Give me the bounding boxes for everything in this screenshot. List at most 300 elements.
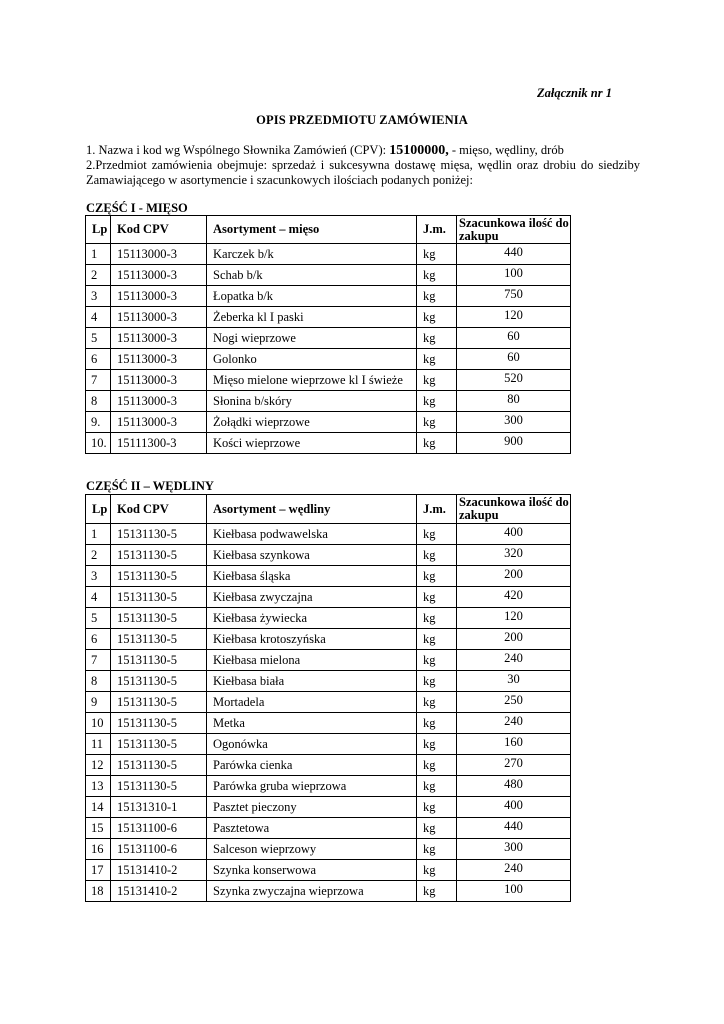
cell-lp bbox=[86, 755, 111, 776]
cell-item-text: Pasztet pieczony bbox=[213, 799, 297, 814]
document-title: OPIS PRZEDMIOTU ZAMÓWIENIA bbox=[256, 113, 468, 127]
cell-cpv-text: 15131130-5 bbox=[117, 610, 177, 625]
attachment-label: Załącznik nr 1 bbox=[536, 86, 612, 100]
cell-unit-text: kg bbox=[423, 393, 436, 408]
cell-unit bbox=[417, 265, 457, 286]
cell-item bbox=[207, 713, 417, 734]
cell-unit bbox=[417, 755, 457, 776]
cell-lp-text: 6 bbox=[91, 631, 98, 646]
cell-cpv-text: 15131410-2 bbox=[117, 862, 178, 877]
cell-item-text: Mortadela bbox=[213, 694, 265, 709]
cell-qty bbox=[457, 433, 571, 454]
table-row bbox=[86, 286, 571, 307]
cell-item bbox=[207, 629, 417, 650]
cell-item-text: Kiełbasa mielona bbox=[213, 652, 301, 667]
cell-item-text: Kiełbasa krotoszyńska bbox=[213, 631, 326, 646]
table-row bbox=[86, 629, 571, 650]
cell-qty bbox=[457, 839, 571, 860]
cell-cpv-text: 15131130-5 bbox=[117, 778, 177, 793]
header-item: Asortyment – wędliny bbox=[207, 495, 417, 524]
cell-cpv bbox=[111, 244, 207, 265]
cell-cpv bbox=[111, 307, 207, 328]
cell-cpv bbox=[111, 776, 207, 797]
cold-cuts-table bbox=[85, 494, 571, 902]
cell-lp bbox=[86, 671, 111, 692]
cell-unit-text: kg bbox=[423, 372, 436, 387]
cell-lp-text: 3 bbox=[91, 288, 98, 303]
cell-lp bbox=[86, 650, 111, 671]
cell-unit bbox=[417, 244, 457, 265]
cell-qty bbox=[457, 860, 571, 881]
cell-unit bbox=[417, 433, 457, 454]
cell-unit bbox=[417, 860, 457, 881]
cell-cpv-text: 15131310-1 bbox=[117, 799, 178, 814]
cell-unit-text: kg bbox=[423, 673, 436, 688]
cell-item-text: Kiełbasa zwyczajna bbox=[213, 589, 313, 604]
cell-lp-text: 15 bbox=[91, 820, 104, 835]
cell-unit-text: kg bbox=[423, 547, 436, 562]
cell-lp bbox=[86, 587, 111, 608]
cell-unit-text: kg bbox=[423, 736, 436, 751]
header-lp: Lp bbox=[86, 216, 111, 244]
cell-unit bbox=[417, 328, 457, 349]
cell-qty-text: 160 bbox=[504, 735, 523, 749]
cell-cpv-text: 15113000-3 bbox=[117, 288, 177, 303]
cell-unit bbox=[417, 797, 457, 818]
cell-qty bbox=[457, 608, 571, 629]
cell-cpv bbox=[111, 629, 207, 650]
cell-item bbox=[207, 433, 417, 454]
cell-unit bbox=[417, 839, 457, 860]
cell-item bbox=[207, 412, 417, 433]
cell-unit-text: kg bbox=[423, 631, 436, 646]
cell-lp-text: 6 bbox=[91, 351, 98, 366]
table-row bbox=[86, 370, 571, 391]
cell-qty bbox=[457, 650, 571, 671]
cell-cpv-text: 15131130-5 bbox=[117, 526, 177, 541]
meat-table bbox=[85, 215, 571, 454]
cell-unit-text: kg bbox=[423, 610, 436, 625]
cell-lp bbox=[86, 307, 111, 328]
cell-lp-text: 5 bbox=[91, 330, 98, 345]
table-header-row bbox=[86, 495, 571, 524]
cell-qty-text: 100 bbox=[504, 266, 523, 280]
cell-lp-text: 4 bbox=[91, 309, 98, 324]
cell-unit bbox=[417, 734, 457, 755]
cell-qty bbox=[457, 391, 571, 412]
cell-unit bbox=[417, 370, 457, 391]
cell-cpv-text: 15113000-3 bbox=[117, 309, 177, 324]
cell-unit-text: kg bbox=[423, 351, 436, 366]
table-row bbox=[86, 671, 571, 692]
cell-lp bbox=[86, 629, 111, 650]
cell-qty bbox=[457, 244, 571, 265]
table-row bbox=[86, 349, 571, 370]
table-row bbox=[86, 797, 571, 818]
cell-item-text: Żołądki wieprzowe bbox=[213, 414, 310, 429]
cell-qty bbox=[457, 776, 571, 797]
cell-qty bbox=[457, 734, 571, 755]
cell-item-text: Parówka gruba wieprzowa bbox=[213, 778, 347, 793]
cell-lp bbox=[86, 608, 111, 629]
header-cpv: Kod CPV bbox=[111, 495, 207, 524]
cell-qty bbox=[457, 412, 571, 433]
cell-qty-text: 60 bbox=[507, 329, 520, 343]
cell-unit bbox=[417, 713, 457, 734]
cell-cpv bbox=[111, 524, 207, 545]
cell-item-text: Kości wieprzowe bbox=[213, 435, 301, 450]
cell-unit bbox=[417, 391, 457, 412]
cell-item-text: Pasztetowa bbox=[213, 820, 270, 835]
cell-item bbox=[207, 545, 417, 566]
cell-cpv-text: 15131130-5 bbox=[117, 673, 177, 688]
cell-lp-text: 13 bbox=[91, 778, 104, 793]
cell-lp-text: 7 bbox=[91, 372, 98, 387]
cell-item bbox=[207, 608, 417, 629]
cell-qty-text: 80 bbox=[507, 392, 520, 406]
cell-unit-text: kg bbox=[423, 820, 436, 835]
cell-lp bbox=[86, 860, 111, 881]
cell-item-text: Szynka zwyczajna wieprzowa bbox=[213, 883, 364, 898]
cell-item bbox=[207, 244, 417, 265]
cell-lp-text: 1 bbox=[91, 526, 98, 541]
cell-qty-text: 120 bbox=[504, 609, 523, 623]
cell-lp-text: 1 bbox=[91, 246, 98, 261]
cell-item bbox=[207, 391, 417, 412]
table-row bbox=[86, 433, 571, 454]
cell-lp-text: 18 bbox=[91, 883, 104, 898]
table-row bbox=[86, 881, 571, 902]
cell-qty-text: 300 bbox=[504, 840, 523, 854]
cell-unit bbox=[417, 671, 457, 692]
cell-cpv bbox=[111, 433, 207, 454]
cell-unit bbox=[417, 349, 457, 370]
cell-unit bbox=[417, 566, 457, 587]
intro-line-1-suffix: - mięso, wędliny, drób bbox=[448, 143, 564, 157]
table-row bbox=[86, 713, 571, 734]
header-unit: J.m. bbox=[417, 216, 457, 244]
cell-unit-text: kg bbox=[423, 694, 436, 709]
cell-lp-text: 2 bbox=[91, 547, 98, 562]
cell-lp-text: 17 bbox=[91, 862, 104, 877]
cell-qty-text: 240 bbox=[504, 714, 523, 728]
cell-item bbox=[207, 776, 417, 797]
cell-lp bbox=[86, 349, 111, 370]
cell-qty bbox=[457, 692, 571, 713]
cell-unit-text: kg bbox=[423, 246, 436, 261]
cell-item bbox=[207, 328, 417, 349]
cell-lp-text: 5 bbox=[91, 610, 98, 625]
table-row bbox=[86, 860, 571, 881]
header-qty: Szacunkowa ilość do zakupu bbox=[457, 216, 571, 244]
cell-cpv bbox=[111, 412, 207, 433]
table-row bbox=[86, 818, 571, 839]
cell-item-text: Salceson wieprzowy bbox=[213, 841, 317, 856]
cell-cpv-text: 15131100-6 bbox=[117, 820, 177, 835]
cell-cpv bbox=[111, 265, 207, 286]
header-lp: Lp bbox=[86, 495, 111, 524]
cell-qty-text: 270 bbox=[504, 756, 523, 770]
cell-lp bbox=[86, 286, 111, 307]
cold-cuts-table-body bbox=[86, 524, 571, 902]
cell-qty-text: 30 bbox=[507, 672, 520, 686]
cell-cpv-text: 15113000-3 bbox=[117, 393, 177, 408]
cell-lp-text: 2 bbox=[91, 267, 98, 282]
cell-item bbox=[207, 881, 417, 902]
cell-unit bbox=[417, 524, 457, 545]
header-cpv: Kod CPV bbox=[111, 216, 207, 244]
cell-lp-text: 8 bbox=[91, 673, 98, 688]
header-item: Asortyment – mięso bbox=[207, 216, 417, 244]
cell-item-text: Słonina b/skóry bbox=[213, 393, 292, 408]
cell-cpv-text: 15131130-5 bbox=[117, 631, 177, 646]
cell-cpv bbox=[111, 671, 207, 692]
cell-qty bbox=[457, 566, 571, 587]
cell-qty-text: 120 bbox=[504, 308, 523, 322]
cell-cpv bbox=[111, 608, 207, 629]
cell-unit-text: kg bbox=[423, 862, 436, 877]
cell-cpv-text: 15131130-5 bbox=[117, 547, 177, 562]
cell-lp-text: 12 bbox=[91, 757, 104, 772]
cell-item bbox=[207, 349, 417, 370]
cell-cpv-text: 15113000-3 bbox=[117, 330, 177, 345]
cell-lp-text: 10 bbox=[91, 715, 104, 730]
cell-qty bbox=[457, 818, 571, 839]
cell-qty-text: 60 bbox=[507, 350, 520, 364]
cell-cpv-text: 15113000-3 bbox=[117, 267, 177, 282]
intro-text bbox=[86, 143, 640, 188]
cell-qty bbox=[457, 370, 571, 391]
intro-line-2: 2.Przedmiot zamówienia obejmuje: sprzedaż i sukcesywna dostawę mięsa, wędlin oraz drobiu do siedziby Zamawiającego w asortymencie i szacunkowych ilościach podanych poniżej: bbox=[86, 158, 640, 187]
cell-cpv bbox=[111, 349, 207, 370]
cell-lp-text: 8 bbox=[91, 393, 98, 408]
cell-lp-text: 14 bbox=[91, 799, 104, 814]
cell-unit bbox=[417, 776, 457, 797]
cell-cpv-text: 15113000-3 bbox=[117, 351, 177, 366]
cell-lp-text: 16 bbox=[91, 841, 104, 856]
cell-unit bbox=[417, 587, 457, 608]
cell-item-text: Kiełbasa żywiecka bbox=[213, 610, 308, 625]
cell-qty bbox=[457, 587, 571, 608]
cell-item-text: Kiełbasa śląska bbox=[213, 568, 291, 583]
cell-item bbox=[207, 370, 417, 391]
cell-lp bbox=[86, 391, 111, 412]
table-row bbox=[86, 412, 571, 433]
cell-cpv-text: 15113000-3 bbox=[117, 246, 177, 261]
cell-unit-text: kg bbox=[423, 589, 436, 604]
cell-cpv-text: 15131130-5 bbox=[117, 736, 177, 751]
cell-item-text: Ogonówka bbox=[213, 736, 268, 751]
cell-qty bbox=[457, 713, 571, 734]
header-unit: J.m. bbox=[417, 495, 457, 524]
table-row bbox=[86, 776, 571, 797]
cell-qty-text: 300 bbox=[504, 413, 523, 427]
table-row bbox=[86, 692, 571, 713]
cell-cpv bbox=[111, 370, 207, 391]
cell-item-text: Szynka konserwowa bbox=[213, 862, 317, 877]
cell-unit bbox=[417, 650, 457, 671]
cell-cpv bbox=[111, 818, 207, 839]
cell-lp bbox=[86, 265, 111, 286]
cell-qty-text: 900 bbox=[504, 434, 523, 448]
cell-qty bbox=[457, 629, 571, 650]
cell-item bbox=[207, 839, 417, 860]
cell-cpv bbox=[111, 797, 207, 818]
table-row bbox=[86, 566, 571, 587]
cell-qty bbox=[457, 797, 571, 818]
cell-item-text: Karczek b/k bbox=[213, 246, 274, 261]
cell-lp bbox=[86, 433, 111, 454]
cell-qty bbox=[457, 265, 571, 286]
cell-unit bbox=[417, 608, 457, 629]
cell-qty bbox=[457, 328, 571, 349]
table-row bbox=[86, 545, 571, 566]
cell-lp-text: 9. bbox=[91, 414, 101, 429]
cell-lp bbox=[86, 524, 111, 545]
cell-cpv bbox=[111, 391, 207, 412]
cell-unit-text: kg bbox=[423, 778, 436, 793]
cell-cpv bbox=[111, 587, 207, 608]
cell-item bbox=[207, 860, 417, 881]
cell-qty bbox=[457, 671, 571, 692]
intro-line-1-prefix: 1. Nazwa i kod wg Wspólnego Słownika Zamówień (CPV): bbox=[86, 143, 390, 157]
cell-item bbox=[207, 286, 417, 307]
cell-lp bbox=[86, 734, 111, 755]
cell-qty-text: 420 bbox=[504, 588, 523, 602]
cell-qty-text: 250 bbox=[504, 693, 523, 707]
cell-lp bbox=[86, 881, 111, 902]
cell-qty-text: 200 bbox=[504, 567, 523, 581]
cell-item bbox=[207, 692, 417, 713]
cell-cpv bbox=[111, 566, 207, 587]
table-row bbox=[86, 307, 571, 328]
cell-item bbox=[207, 734, 417, 755]
cell-unit-text: kg bbox=[423, 841, 436, 856]
header-qty: Szacunkowa ilość do zakupu bbox=[457, 495, 571, 524]
cell-unit-text: kg bbox=[423, 330, 436, 345]
cell-qty-text: 400 bbox=[504, 525, 523, 539]
cell-cpv bbox=[111, 328, 207, 349]
cell-item bbox=[207, 566, 417, 587]
cell-item-text: Schab b/k bbox=[213, 267, 263, 282]
table-row bbox=[86, 755, 571, 776]
cell-qty-text: 480 bbox=[504, 777, 523, 791]
cell-cpv-text: 15131130-5 bbox=[117, 652, 177, 667]
intro-line-1 bbox=[86, 143, 640, 158]
cell-item-text: Metka bbox=[213, 715, 245, 730]
cell-item-text: Golonko bbox=[213, 351, 257, 366]
cell-qty-text: 520 bbox=[504, 371, 523, 385]
cell-item bbox=[207, 265, 417, 286]
cell-item-text: Mięso mielone wieprzowe kl I świeże bbox=[213, 372, 403, 387]
table-row bbox=[86, 524, 571, 545]
cell-unit-text: kg bbox=[423, 568, 436, 583]
cell-cpv bbox=[111, 713, 207, 734]
cell-cpv bbox=[111, 881, 207, 902]
cell-unit-text: kg bbox=[423, 652, 436, 667]
cell-cpv bbox=[111, 755, 207, 776]
table-row bbox=[86, 608, 571, 629]
cell-item bbox=[207, 818, 417, 839]
cell-item-text: Kiełbasa szynkowa bbox=[213, 547, 310, 562]
cell-lp-text: 10. bbox=[91, 435, 107, 450]
cell-unit bbox=[417, 307, 457, 328]
cell-item bbox=[207, 524, 417, 545]
cell-lp bbox=[86, 818, 111, 839]
cell-qty-text: 320 bbox=[504, 546, 523, 560]
cell-qty-text: 240 bbox=[504, 861, 523, 875]
cell-qty bbox=[457, 545, 571, 566]
cell-qty bbox=[457, 524, 571, 545]
cell-unit bbox=[417, 818, 457, 839]
cell-cpv-text: 15131130-5 bbox=[117, 589, 177, 604]
cell-item-text: Parówka cienka bbox=[213, 757, 293, 772]
cell-unit bbox=[417, 629, 457, 650]
cell-item-text: Żeberka kl I paski bbox=[213, 309, 304, 324]
cell-qty-text: 400 bbox=[504, 798, 523, 812]
cell-item-text: Kiełbasa biała bbox=[213, 673, 285, 688]
cell-item bbox=[207, 671, 417, 692]
cell-cpv bbox=[111, 286, 207, 307]
table-row bbox=[86, 391, 571, 412]
cell-cpv-text: 15131130-5 bbox=[117, 568, 177, 583]
cell-cpv-text: 15131410-2 bbox=[117, 883, 178, 898]
cell-cpv bbox=[111, 650, 207, 671]
cell-unit-text: kg bbox=[423, 883, 436, 898]
cell-cpv-text: 15131130-5 bbox=[117, 715, 177, 730]
cell-unit-text: kg bbox=[423, 526, 436, 541]
cell-lp-text: 9 bbox=[91, 694, 98, 709]
cell-qty bbox=[457, 881, 571, 902]
cell-cpv-text: 15131130-5 bbox=[117, 694, 177, 709]
cell-unit bbox=[417, 286, 457, 307]
cell-cpv bbox=[111, 734, 207, 755]
cell-lp-text: 3 bbox=[91, 568, 98, 583]
cell-item-text: Łopatka b/k bbox=[213, 288, 274, 303]
cell-item bbox=[207, 650, 417, 671]
cell-unit-text: kg bbox=[423, 288, 436, 303]
table-row bbox=[86, 587, 571, 608]
section-1-title: CZĘŚĆ I - MIĘSO bbox=[86, 201, 188, 215]
cell-cpv-text: 15131100-6 bbox=[117, 841, 177, 856]
cell-qty-text: 440 bbox=[504, 245, 523, 259]
cell-unit-text: kg bbox=[423, 715, 436, 730]
cell-lp bbox=[86, 412, 111, 433]
cell-unit bbox=[417, 692, 457, 713]
cell-qty-text: 240 bbox=[504, 651, 523, 665]
cell-unit bbox=[417, 881, 457, 902]
cell-lp bbox=[86, 244, 111, 265]
cell-lp bbox=[86, 545, 111, 566]
cell-cpv-text: 15111300-3 bbox=[117, 435, 177, 450]
cell-cpv-text: 15113000-3 bbox=[117, 414, 177, 429]
table-row bbox=[86, 839, 571, 860]
cell-lp bbox=[86, 776, 111, 797]
cell-qty bbox=[457, 349, 571, 370]
cell-unit-text: kg bbox=[423, 267, 436, 282]
cell-lp bbox=[86, 713, 111, 734]
table-row bbox=[86, 244, 571, 265]
cell-qty-text: 440 bbox=[504, 819, 523, 833]
cell-unit-text: kg bbox=[423, 435, 436, 450]
cell-item bbox=[207, 797, 417, 818]
cell-unit-text: kg bbox=[423, 309, 436, 324]
cell-item bbox=[207, 307, 417, 328]
cell-lp-text: 7 bbox=[91, 652, 98, 667]
cell-cpv bbox=[111, 839, 207, 860]
cell-item bbox=[207, 587, 417, 608]
cell-item bbox=[207, 755, 417, 776]
